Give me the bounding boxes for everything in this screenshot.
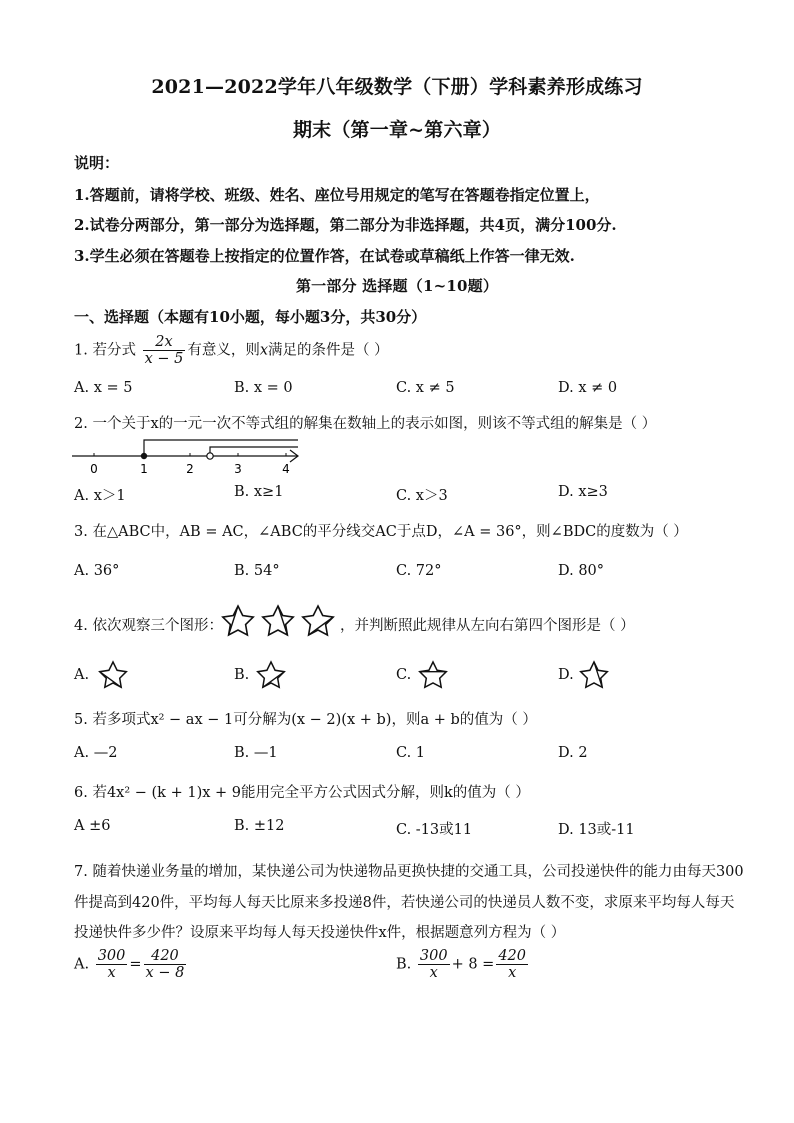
q4-option-b-label: B.: [234, 667, 250, 683]
instruction-item-3: 3.学生必须在答题卷上按指定的位置作答，在试卷或草稿纸上作答一律无效.: [74, 247, 575, 265]
axis-label-3: 3: [234, 462, 242, 476]
question-7-line-2: 件提高到420件，平均每人每天比原来多投递8件，若快递公司的快递员人数不变，求原来平均每人每天: [74, 895, 735, 911]
instruction-item-2: 2.试卷分两部分，第一部分为选择题，第二部分为非选择题，共4页，满分100分.: [74, 216, 617, 234]
question-3: 3. 在△ABC中，AB = AC，∠ABC的平分线交AC于点D，∠A = 36°，则∠BDC的度数为（ ）: [74, 524, 688, 540]
part1-title: 第一部分 选择题（1~10题）: [295, 277, 499, 295]
q2-option-c: C. x＞3: [396, 488, 448, 504]
q4-option-a-label: A.: [74, 667, 90, 683]
q3-option-c: C. 72°: [396, 563, 442, 579]
question-4-prefix: 4. 依次观察三个图形：: [74, 618, 223, 634]
question-7-line-3: 投递快件多少件？设原来平均每人每天投递快件x件，根据题意列方程为（ ）: [74, 925, 566, 941]
axis-label-2: 2: [186, 462, 194, 476]
exam-subtitle: 期末（第一章~第六章）: [292, 119, 502, 141]
axis-label-1: 1: [140, 462, 148, 476]
q4-option-d-label: D.: [558, 667, 574, 683]
q6-option-d: D. 13或-11: [558, 822, 635, 838]
question-1: 1. 若分式 $\frac{2x}{x - 5}$ 有意义，则x满足的条件是（ ）: [74, 334, 389, 367]
instructions-heading: 说明：: [74, 154, 120, 172]
star-figure-3: [303, 606, 333, 635]
q4-option-d-star: [577, 658, 611, 692]
number-line-figure: [68, 436, 308, 478]
question-2: 2. 一个关于x的一元一次不等式组的解集在数轴上的表示如图，则该不等式组的解集是（ ）: [74, 416, 657, 432]
q1-option-c: C. x ≠ 5: [396, 380, 455, 396]
q5-option-d: D. 2: [558, 745, 588, 761]
axis-label-4: 4: [282, 462, 290, 476]
instruction-item-1: 1.答题前，请将学校、班级、姓名、座位号用规定的笔写在答题卷指定位置上，: [74, 186, 600, 204]
section-heading: 一、选择题（本题有10小题，每小题3分，共30分）: [74, 308, 427, 326]
star-figure-2: [263, 606, 293, 635]
question-4-suffix: ，并判断照此规律从左向右第四个图形是（ ）: [340, 618, 635, 634]
q4-option-c-star: [416, 658, 450, 692]
solid-point: [141, 453, 147, 459]
q6-option-b: B. ±12: [234, 818, 285, 834]
q7-option-a: A. $\frac{300}{x}$ = $\frac{420}{x - 8}$: [74, 948, 185, 981]
q5-option-b: B. —1: [234, 745, 278, 761]
q7-option-b: B. $\frac{300}{x}$ + 8 = $\frac{420}{x}$: [396, 948, 526, 981]
question-6: 6. 若4x² − (k + 1)x + 9能用完全平方公式因式分解，则k的值为（ ）: [74, 785, 530, 801]
q4-option-c-label: C.: [396, 667, 412, 683]
q3-option-a: A. 36°: [74, 563, 120, 579]
axis-label-0: 0: [90, 462, 98, 476]
q2-option-a: A. x＞1: [74, 488, 126, 504]
exam-title: 2021—2022学年八年级数学（下册）学科素养形成练习: [151, 76, 643, 98]
q3-option-b: B. 54°: [234, 563, 280, 579]
question-7-line-1: 7. 随着快递业务量的增加，某快递公司为快递物品更换快捷的交通工具，公司投递快件的能力由每天300: [74, 864, 744, 880]
q5-option-c: C. 1: [396, 745, 426, 761]
star-sequence-figure: [220, 602, 340, 642]
q1-fraction: $\frac{2x}{x - 5}$: [144, 334, 184, 367]
star-figure-1: [223, 606, 253, 635]
q2-option-d: D. x≥3: [558, 484, 608, 500]
q1-option-b: B. x = 0: [234, 380, 293, 396]
question-5: 5. 若多项式x² − ax − 1可分解为(x − 2)(x + b)，则a + b的值为（ ）: [74, 712, 537, 728]
hollow-point: [207, 453, 213, 459]
q6-option-a: A ±6: [74, 818, 111, 834]
q4-option-a-star: [96, 658, 130, 692]
q1-option-d: D. x ≠ 0: [558, 380, 618, 396]
q5-option-a: A. —2: [74, 745, 118, 761]
q3-option-d: D. 80°: [558, 563, 605, 579]
q1-option-a: A. x = 5: [74, 380, 133, 396]
q2-option-b: B. x≥1: [234, 484, 284, 500]
q6-option-c: C. -13或11: [396, 822, 473, 838]
q4-option-b-star: [254, 658, 288, 692]
